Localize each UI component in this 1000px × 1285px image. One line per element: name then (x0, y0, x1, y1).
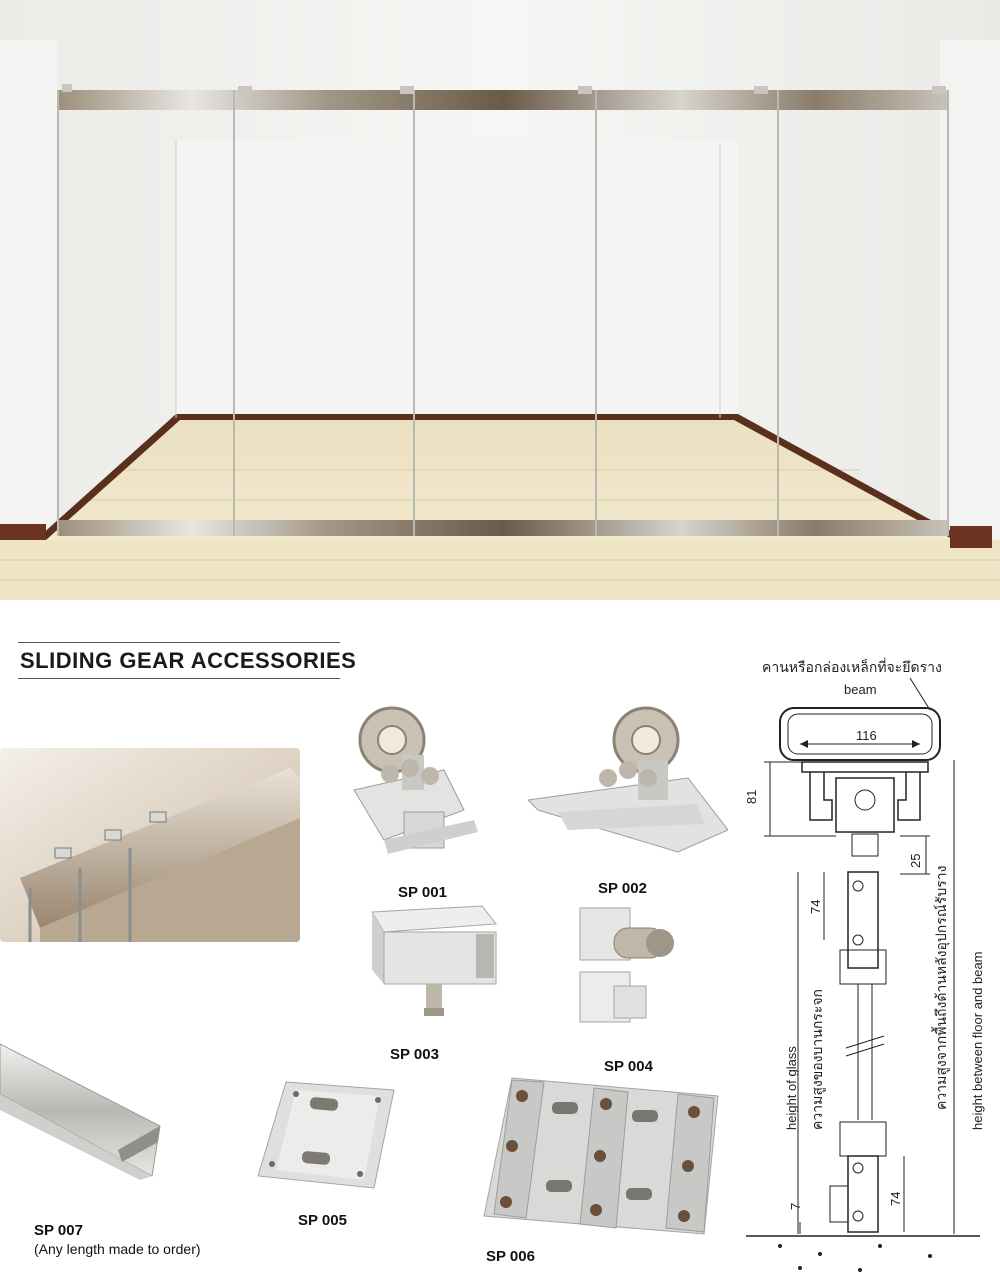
dim-25: 25 (908, 853, 923, 868)
product-label-sp007: SP 007 (34, 1222, 83, 1239)
label-height-floor: height between floor and beam (970, 951, 985, 1130)
product-image-sp006 (482, 1076, 722, 1236)
beam-label-thai: คานหรือกล่องเหล็กที่จะยึดราง (762, 659, 942, 675)
product-image-sp005 (256, 1080, 396, 1190)
product-label-sp004: SP 004 (604, 1058, 653, 1075)
product-label-sp003: SP 003 (390, 1046, 439, 1063)
label-height-glass: height of glass (784, 1046, 799, 1130)
product-image-sp003 (364, 900, 500, 1020)
product-image-sp002 (528, 700, 728, 860)
product-image-sp004 (570, 900, 680, 1030)
dim-81: 81 (744, 789, 759, 804)
product-label-sp006: SP 006 (486, 1248, 535, 1265)
product-label-sp002: SP 002 (598, 880, 647, 897)
product-image-sp007 (0, 1030, 170, 1200)
section-title: SLIDING GEAR ACCESSORIES (20, 648, 357, 673)
dim-width: 116 (856, 728, 877, 743)
technical-diagram (740, 650, 1000, 1280)
hero-photo-glass-doors (0, 0, 1000, 600)
product-note-sp007: (Any length made to order) (34, 1241, 201, 1257)
label-height-floor-thai: ความสูงจากพื้นถึงด้านหลังอุปกรณ์รับราง (933, 865, 949, 1110)
product-label-sp001: SP 001 (398, 884, 447, 901)
product-label-sp005: SP 005 (298, 1212, 347, 1229)
label-height-glass-thai: ความสูงของบานกระจก (809, 988, 825, 1130)
beam-label: beam (844, 682, 877, 697)
closeup-photo-glass-hangers (0, 748, 300, 942)
title-rule-bottom (18, 678, 340, 679)
dim-7: 7 (788, 1202, 803, 1210)
dim-74-bottom: 74 (888, 1191, 903, 1206)
product-image-sp001 (344, 700, 494, 870)
title-rule-top (18, 642, 340, 643)
dim-74-top: 74 (808, 899, 823, 914)
